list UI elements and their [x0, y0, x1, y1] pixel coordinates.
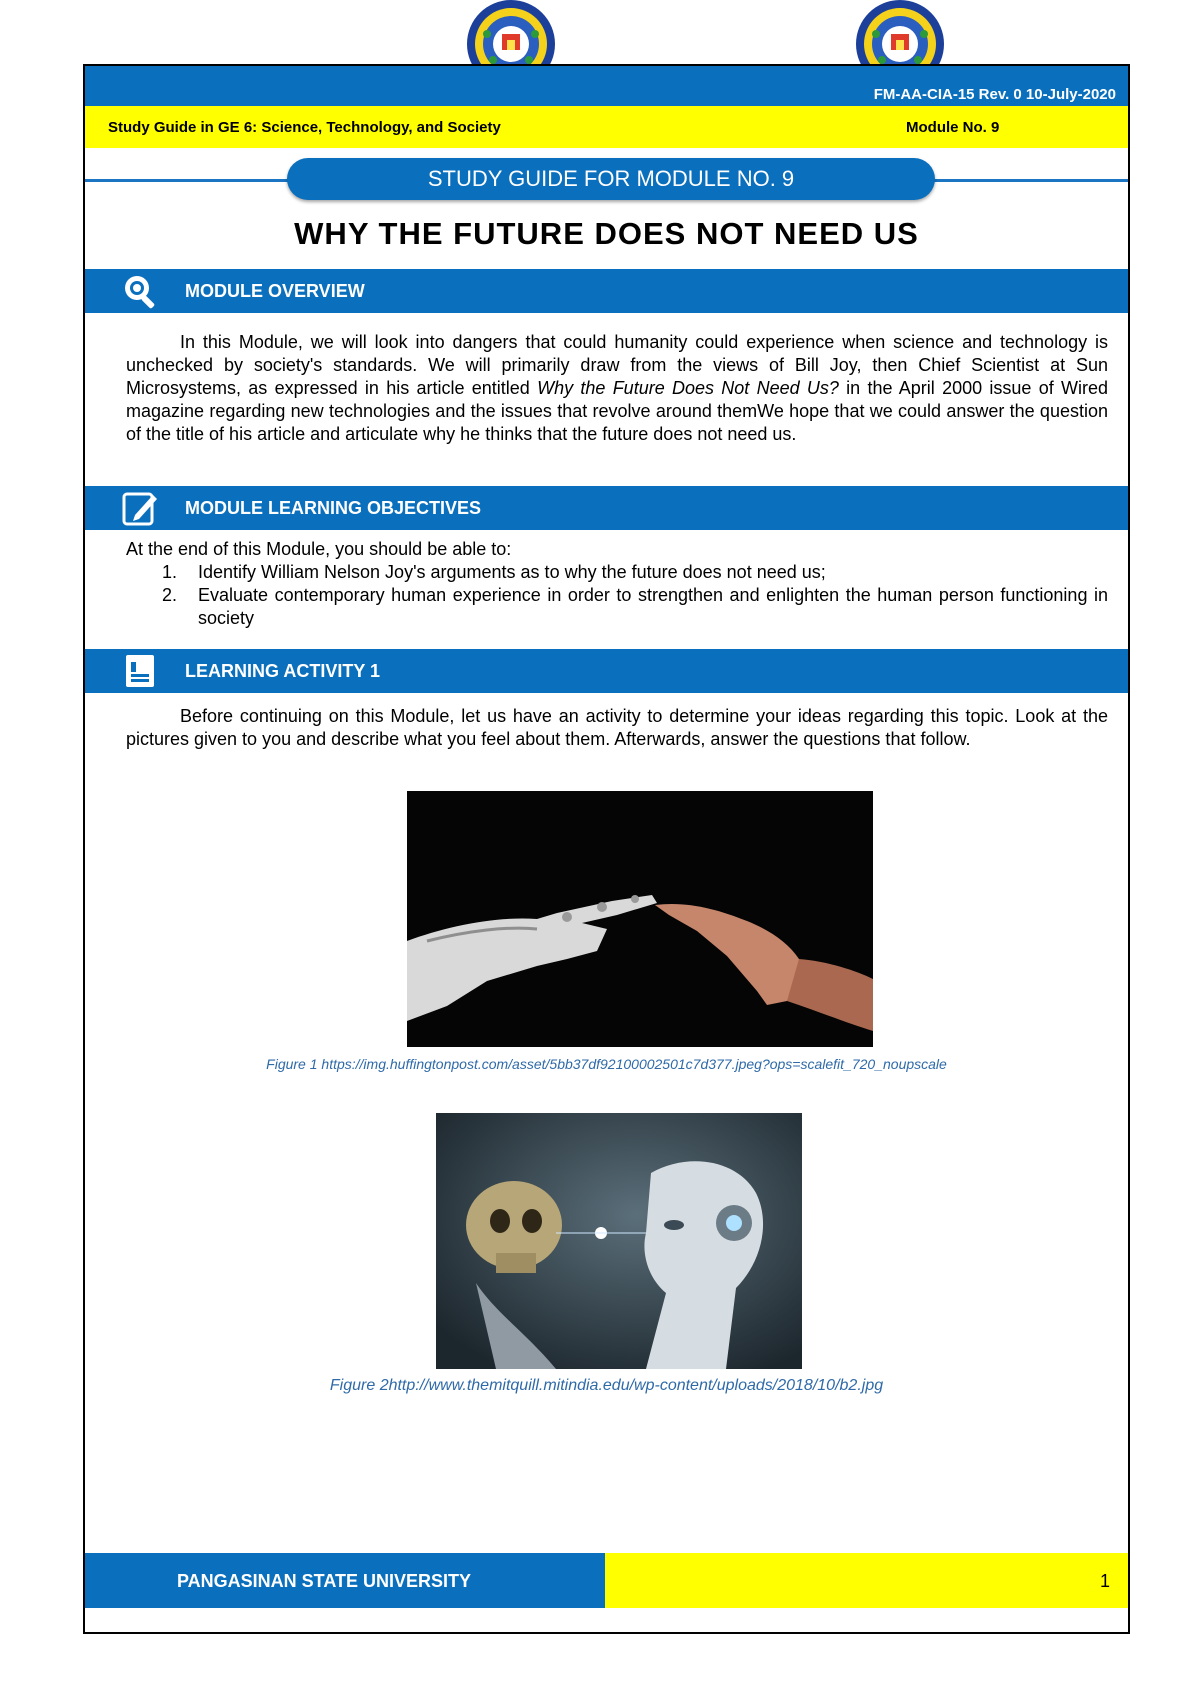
magnifier-icon [121, 272, 159, 310]
module-number: Module No. 9 [906, 119, 1000, 136]
page-number: 1 [1099, 1571, 1110, 1591]
objectives-list [126, 561, 1108, 630]
study-guide-title: Study Guide in GE 6: Science, Technology, and Society [108, 119, 501, 136]
study-guide-bar [85, 106, 1128, 148]
section-heading: MODULE LEARNING OBJECTIVES [185, 498, 482, 518]
pencil-edit-icon [121, 489, 159, 527]
section-heading: MODULE OVERVIEW [185, 281, 365, 301]
section-header-activity [85, 649, 1128, 693]
overview-paragraph: In this Module, we will look into dangers that could humanity could experience when science and technology is unchecked by society's standards. We will primarily draw from the views of Bill Joy, then Chief Scientist at Sun Microsystems, as expressed in his article entitled Why the Future Does Not Need Us? in the April 2000 issue of Wired magazine regarding new technologies and the issues that revolve around themWe hope that we could answer the question of the title of his article and articulate why he thinks that the future does not need us. [126, 332, 1108, 444]
objectives-intro: At the end of this Module, you should be able to: [126, 539, 512, 559]
study-guide-banner: STUDY GUIDE FOR MODULE NO. 9 [287, 158, 935, 200]
footer-university-bar [85, 1553, 605, 1608]
list-item: 2. Evaluate contemporary human experience in order to strengthen and enlighten the human person functioning in society [162, 585, 1108, 628]
figure-skull-robot [436, 1113, 802, 1369]
activity-paragraph: Before continuing on this Module, let us have an activity to determine your ideas regarding this topic. Look at the pictures given to you and describe what you feel about them. Afterwards, answer the questions that follow. [126, 706, 1108, 749]
university-name: PANGASINAN STATE UNIVERSITY [177, 1571, 472, 1591]
form-code-bar [85, 66, 1128, 106]
document-icon [121, 652, 159, 690]
list-item: 1. Identify William Nelson Joy's arguments as to why the future does not need us; [162, 562, 826, 582]
section-header-objectives [85, 486, 1128, 530]
university-seal-left [463, 0, 559, 70]
figure-caption: Figure 1 https://img.huffingtonpost.com/asset/5bb37df92100002501c7d377.jpeg?ops=scalefit_720_noupscale [266, 1056, 947, 1072]
document-page [83, 64, 1130, 1634]
page-title: WHY THE FUTURE DOES NOT NEED US [294, 216, 919, 251]
section-header-overview [85, 269, 1128, 313]
footer-page-bar [605, 1553, 1128, 1608]
figure-caption: Figure 2http://www.themitquill.mitindia.edu/wp-content/uploads/2018/10/b2.jpg [329, 1377, 884, 1394]
university-seal-right [852, 0, 948, 70]
section-heading: LEARNING ACTIVITY 1 [185, 661, 381, 681]
figure-robot-human-hands [407, 791, 873, 1047]
form-code: FM-AA-CIA-15 Rev. 0 10-July-2020 [873, 86, 1116, 103]
